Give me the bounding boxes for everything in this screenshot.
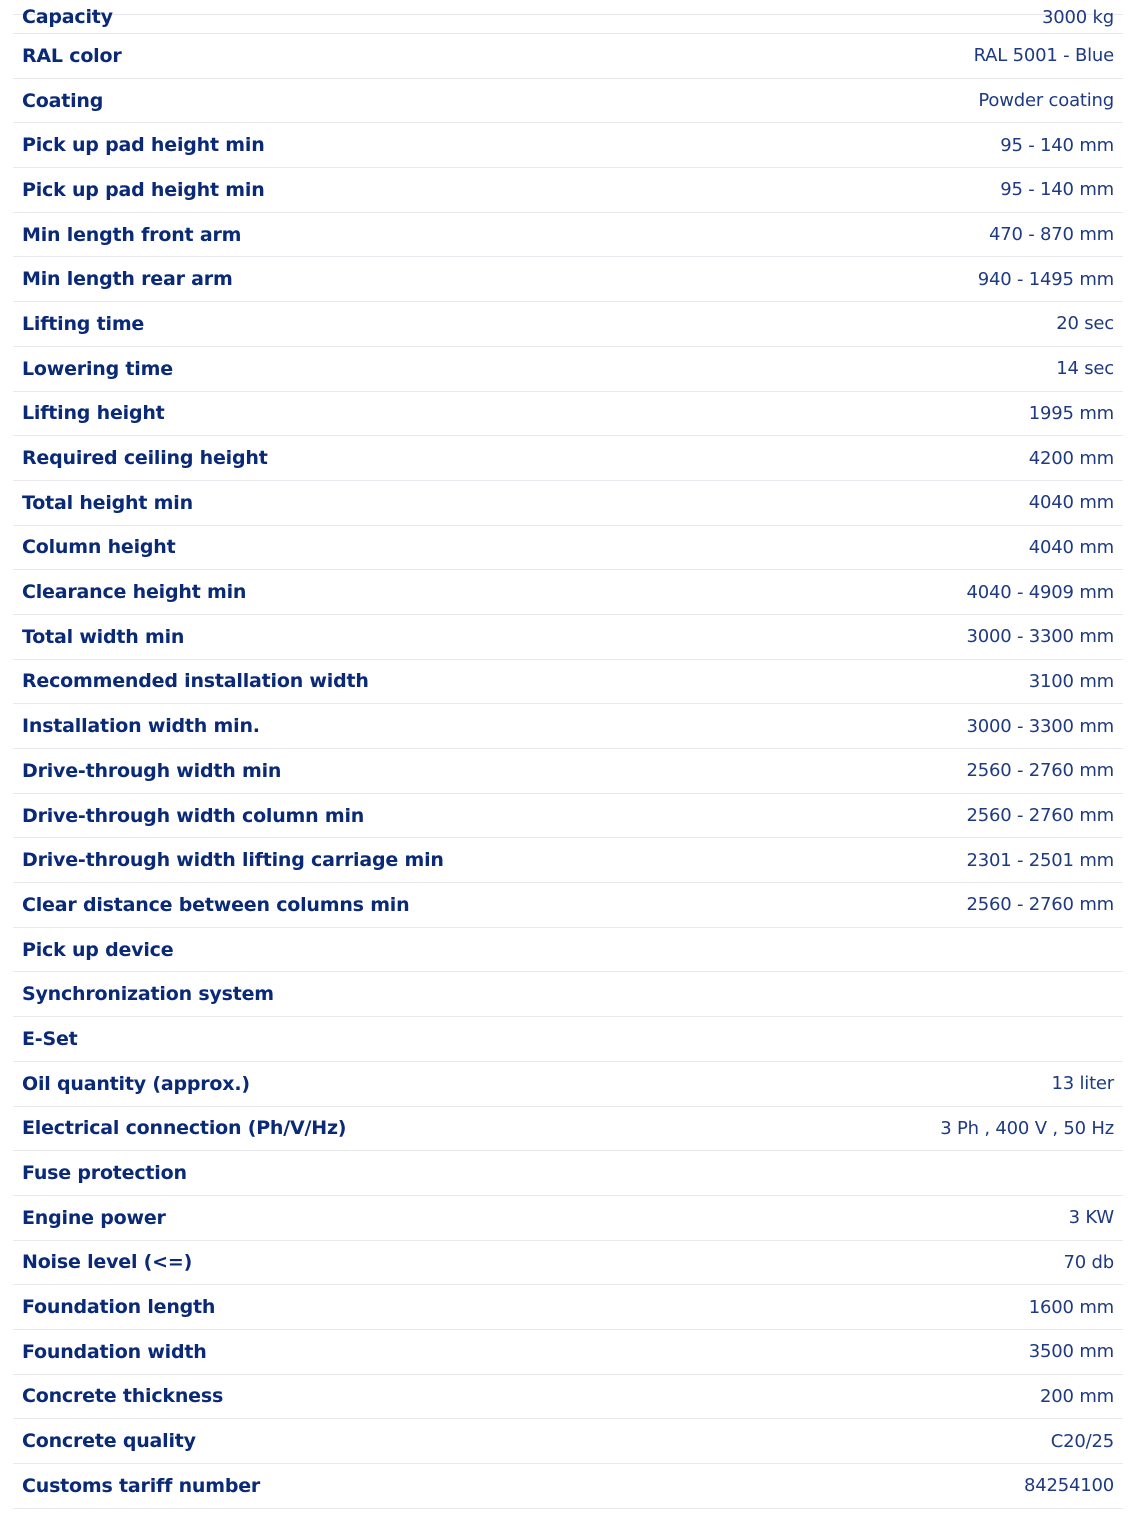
spec-label: Foundation length [22,1296,216,1319]
spec-label: Noise level (<=) [22,1251,193,1274]
spec-row [13,302,1123,347]
spec-value: C20/25 [1050,1430,1114,1452]
spec-value: RAL 5001 - Blue [973,45,1114,67]
spec-row [13,481,1123,526]
spec-value: 940 - 1495 mm [977,268,1114,290]
spec-label: Concrete thickness [22,1385,224,1408]
spec-row [13,526,1123,571]
spec-label: Customs tariff number [22,1474,261,1497]
spec-row [13,704,1123,749]
spec-table [13,6,1123,1509]
spec-row [13,79,1123,124]
spec-label: Pick up device [22,938,174,961]
spec-label: Capacity [22,6,113,28]
spec-label: E-Set [22,1027,78,1050]
spec-label: Electrical connection (Ph/V/Hz) [22,1117,347,1140]
spec-row [13,1241,1123,1286]
spec-row [13,883,1123,928]
spec-label: Installation width min. [22,715,260,738]
spec-value: 95 - 140 mm [1000,134,1114,156]
spec-value: 14 sec [1056,358,1114,380]
spec-label: Lowering time [22,357,173,380]
spec-label: Clear distance between columns min [22,893,410,916]
spec-row [13,794,1123,839]
spec-value: 3000 kg [1042,6,1114,28]
spec-row [13,1017,1123,1062]
spec-label: RAL color [22,44,122,67]
spec-value: 1995 mm [1028,402,1114,424]
spec-label: Fuse protection [22,1162,187,1185]
spec-value: Powder coating [978,90,1114,112]
spec-row [13,972,1123,1017]
spec-label: Pick up pad height min [22,134,265,157]
spec-row [13,347,1123,392]
spec-label: Foundation width [22,1340,207,1363]
spec-value: 2560 - 2760 mm [966,805,1114,827]
spec-label: Concrete quality [22,1430,196,1453]
spec-row [13,436,1123,481]
spec-row [13,749,1123,794]
spec-row [13,34,1123,79]
spec-label: Pick up pad height min [22,178,265,201]
spec-value: 1600 mm [1028,1296,1114,1318]
spec-value: 2301 - 2501 mm [966,849,1114,871]
spec-label: Drive-through width min [22,759,282,782]
spec-label: Lifting time [22,312,145,335]
spec-value: 20 sec [1056,313,1114,335]
spec-row [13,213,1123,258]
spec-row [13,1464,1123,1509]
spec-row [13,1419,1123,1464]
spec-label: Min length front arm [22,223,242,246]
spec-value: 4040 mm [1028,492,1114,514]
spec-label: Clearance height min [22,581,247,604]
spec-label: Synchronization system [22,983,274,1006]
spec-value: 95 - 140 mm [1000,179,1114,201]
spec-label: Total width min [22,625,185,648]
spec-row [13,1196,1123,1241]
spec-label: Required ceiling height [22,447,268,470]
spec-row [13,168,1123,213]
spec-value: 70 db [1063,1251,1114,1273]
spec-row [13,392,1123,437]
spec-row [13,1375,1123,1420]
spec-value: 13 liter [1051,1073,1114,1095]
spec-value: 470 - 870 mm [988,224,1114,246]
spec-value: 3100 mm [1028,670,1114,692]
spec-label: Lifting height [22,402,165,425]
spec-label: Drive-through width lifting carriage min [22,849,444,872]
spec-row [13,1062,1123,1107]
spec-value: 3 KW [1068,1207,1114,1229]
spec-value: 3000 - 3300 mm [966,715,1114,737]
spec-value: 3500 mm [1028,1341,1114,1363]
spec-row [13,570,1123,615]
spec-row [13,838,1123,883]
spec-label: Engine power [22,1206,166,1229]
spec-value: 3 Ph , 400 V , 50 Hz [940,1117,1114,1139]
spec-row [13,1285,1123,1330]
spec-value: 4040 mm [1028,536,1114,558]
spec-row [13,257,1123,302]
spec-row [13,1151,1123,1196]
spec-value: 3000 - 3300 mm [966,626,1114,648]
spec-row [13,1330,1123,1375]
spec-row [13,1,1123,34]
spec-value: 4200 mm [1028,447,1114,469]
spec-row [13,928,1123,973]
spec-row [13,660,1123,705]
spec-label: Oil quantity (approx.) [22,1072,250,1095]
spec-value: 84254100 [1023,1475,1114,1497]
spec-value: 2560 - 2760 mm [966,760,1114,782]
spec-label: Recommended installation width [22,670,369,693]
spec-label: Column height [22,536,176,559]
spec-value: 200 mm [1040,1385,1114,1407]
spec-label: Coating [22,89,104,112]
spec-label: Drive-through width column min [22,804,365,827]
spec-row [13,1107,1123,1152]
spec-label: Total height min [22,491,193,514]
spec-row [13,123,1123,168]
spec-value: 2560 - 2760 mm [966,894,1114,916]
spec-value: 4040 - 4909 mm [966,581,1114,603]
spec-label: Min length rear arm [22,268,233,291]
spec-row [13,615,1123,660]
